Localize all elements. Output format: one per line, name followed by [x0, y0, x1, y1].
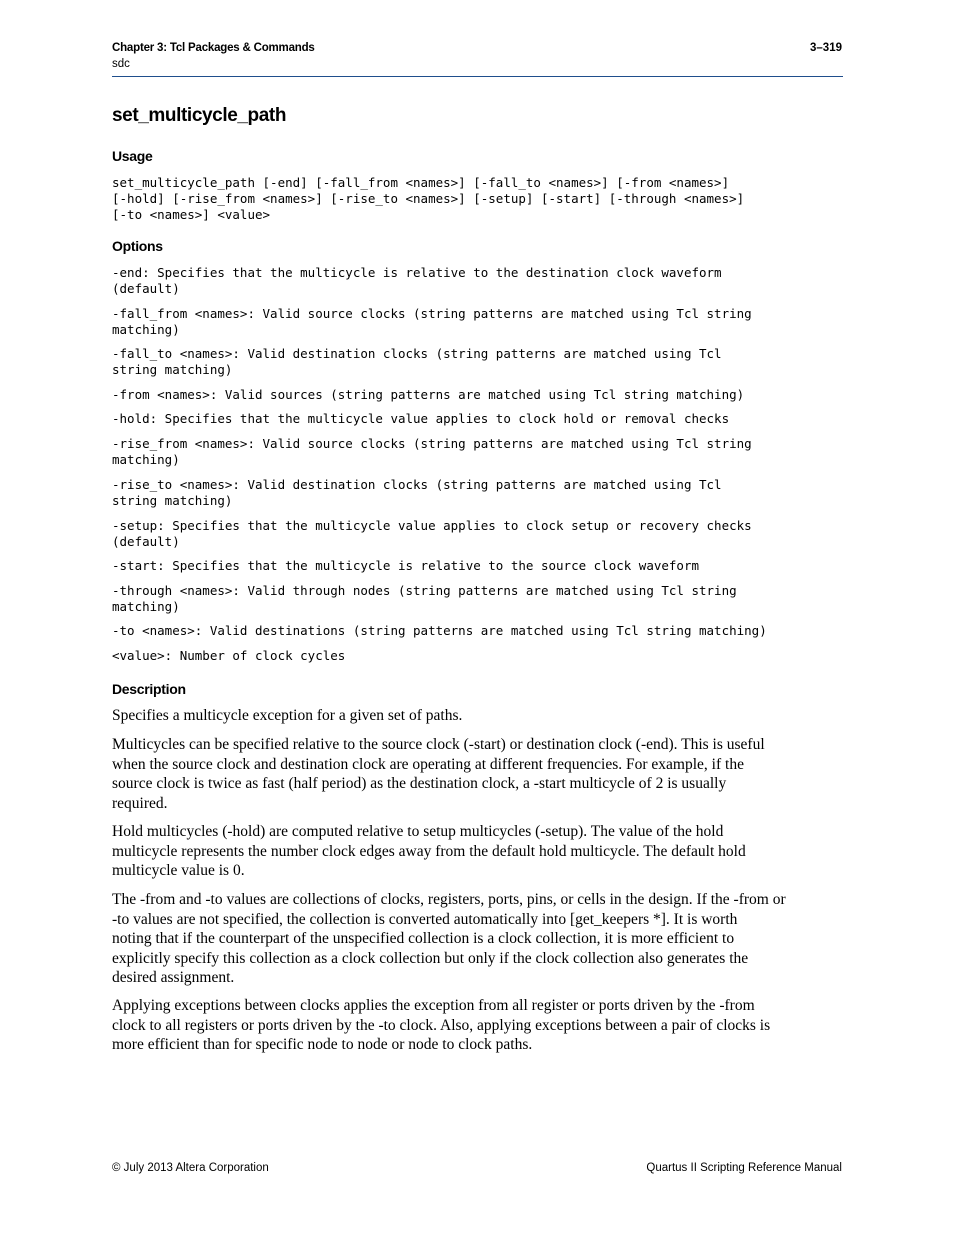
description-line: desired assignment.: [112, 969, 235, 986]
description-line: explicitly specify this collection as a clock collection but only if the clock collection also generates the: [112, 949, 749, 967]
option-line: matching): [112, 599, 180, 614]
description-line: Hold multicycles (-hold) are computed relative to setup multicycles (-setup). The value of the hold: [112, 823, 724, 840]
description-line: The -from and -to values are collections of clocks, registers, ports, pins, or cells in the design. If the -from or: [112, 891, 786, 908]
option-setup: [112, 518, 852, 550]
option-line: -fall_from <names>: Valid source clocks (string patterns are matched using Tcl string: [112, 306, 752, 321]
option-end: [112, 265, 852, 297]
option-line: -end: Specifies that the multicycle is relative to the destination clock waveform: [112, 265, 722, 280]
option-to: [112, 623, 852, 639]
footer-copyright: © July 2013 Altera Corporation: [112, 1162, 269, 1174]
option-line: matching): [112, 322, 180, 337]
package-name: sdc: [112, 58, 130, 70]
description-line: Specifies a multicycle exception for a given set of paths.: [112, 707, 463, 724]
command-title: set_multicycle_path: [112, 105, 287, 126]
option-value: [112, 648, 852, 664]
option-through: [112, 583, 852, 615]
option-line: -from <names>: Valid sources (string patterns are matched using Tcl string matching): [112, 387, 745, 402]
description-paragraph-3: [112, 822, 842, 881]
option-line: -setup: Specifies that the multicycle value applies to clock setup or recovery checks: [112, 518, 752, 533]
page-number: 3–319: [810, 42, 842, 54]
description-line: when the source clock and destination clock are operating at different frequencies. For example, if the: [112, 755, 744, 773]
option-rise-from: [112, 436, 852, 468]
option-fall-to: [112, 346, 852, 378]
usage-line: [-hold] [-rise_from <names>] [-rise_to <names>] [-setup] [-start] [-through <names>]: [112, 191, 745, 206]
option-rise-to: [112, 477, 852, 509]
option-line: -fall_to <names>: Valid destination clocks (string patterns are matched using Tcl: [112, 346, 722, 361]
usage-heading: Usage: [112, 148, 153, 164]
description-paragraph-5: [112, 996, 842, 1055]
usage-block: [112, 175, 852, 223]
option-line: (default): [112, 534, 180, 549]
option-line: (default): [112, 281, 180, 296]
usage-line: [-to <names>] <value>: [112, 207, 271, 222]
option-start: [112, 558, 852, 574]
option-line: -rise_from <names>: Valid source clocks (string patterns are matched using Tcl string: [112, 436, 752, 451]
option-line: -through <names>: Valid through nodes (string patterns are matched using Tcl string: [112, 583, 737, 598]
option-line: string matching): [112, 362, 233, 377]
description-line: Multicycles can be specified relative to the source clock (-start) or destination clock (-end). This is useful: [112, 736, 765, 753]
usage-line: set_multicycle_path [-end] [-fall_from <names>] [-fall_to <names>] [-from <names>]: [112, 175, 730, 190]
option-from: [112, 387, 852, 403]
option-line: <value>: Number of clock cycles: [112, 648, 346, 663]
option-hold: [112, 411, 852, 427]
description-paragraph-2: [112, 735, 842, 813]
description-line: source clock is twice as fast (half period) as the destination clock, a -start multicycle of 2 is usually: [112, 775, 727, 792]
description-paragraph-4: [112, 890, 842, 988]
option-line: -to <names>: Valid destinations (string patterns are matched using Tcl string matching): [112, 623, 767, 638]
description-line: -to values are not specified, the collection is converted automatically into [get_keepers *]. It is worth: [112, 910, 738, 928]
description-line: Applying exceptions between clocks applies the exception from all register or ports driven by the -from: [112, 997, 755, 1014]
option-line: matching): [112, 452, 180, 467]
options-heading: Options: [112, 238, 163, 254]
description-paragraph-1: [112, 706, 842, 726]
option-line: string matching): [112, 493, 233, 508]
option-fall-from: [112, 306, 852, 338]
description-line: noting that if the counterpart of the unspecified collection is a clock collection, it is more efficient to: [112, 930, 735, 947]
option-line: -start: Specifies that the multicycle is relative to the source clock waveform: [112, 558, 699, 573]
chapter-title: Chapter 3: Tcl Packages & Commands: [112, 42, 315, 54]
description-line: multicycle value is 0.: [112, 862, 245, 879]
description-line: multicycle represents the number clock edges away from the default hold multicycle. The default hold: [112, 842, 746, 860]
description-heading: Description: [112, 681, 186, 697]
header-divider: [112, 76, 843, 77]
option-line: -hold: Specifies that the multicycle value applies to clock hold or removal checks: [112, 411, 730, 426]
description-line: more efficient than for specific node to node or node to clock paths.: [112, 1036, 533, 1053]
footer-manual-title: Quartus II Scripting Reference Manual: [646, 1162, 842, 1174]
description-line: clock to all registers or ports driven by the -to clock. Also, applying exceptions between a pair of clocks is: [112, 1016, 771, 1034]
description-line: required.: [112, 794, 168, 812]
option-line: -rise_to <names>: Valid destination clocks (string patterns are matched using Tcl: [112, 477, 722, 492]
